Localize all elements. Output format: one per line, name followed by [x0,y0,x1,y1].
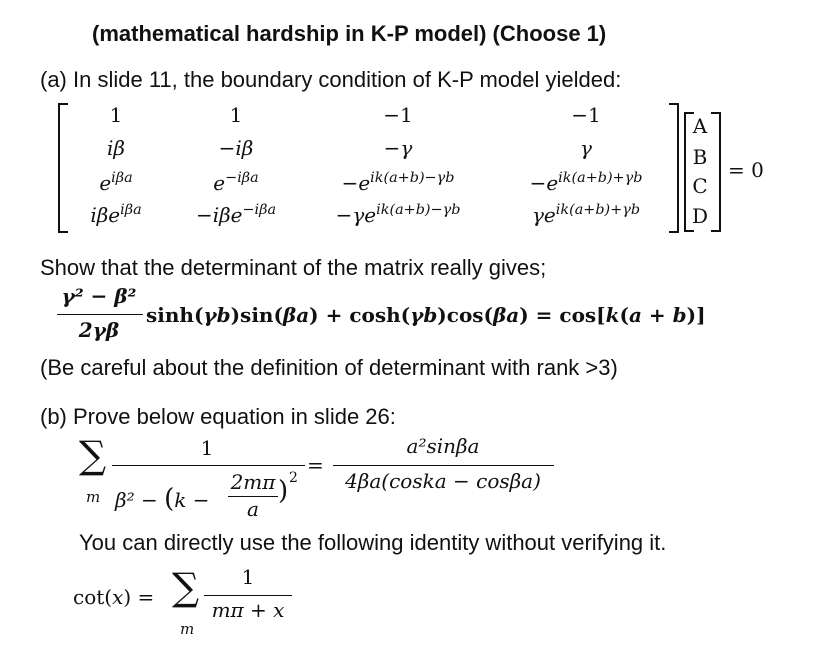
rhs-fraction-bar [333,465,554,466]
identity-lhs: cot(x) = [73,585,155,609]
matrix-cell: −iβ [218,136,254,160]
matrix-left-bracket [58,103,68,233]
result-fraction-numerator: γ² − β² [61,284,137,308]
identity-numerator: 1 [241,565,255,589]
identity-sum-index: m [180,620,195,638]
matrix-cell: −γ [383,136,413,160]
vector-entry: D [691,204,709,228]
vector-right-bracket [711,112,721,232]
matrix-cell: γ [580,136,592,160]
part-b-intro: (b) Prove below equation in slide 26: [40,404,396,429]
matrix-cell: $-e^{ik(a+b)-\gamma b}$ [341,170,455,195]
identity-sum-symbol: ∑ [172,565,200,609]
matrix-right-bracket [669,103,679,233]
lhs-exponent: 2 [289,470,298,486]
vector-entry: A [692,114,708,138]
lhs-fraction-bar [112,465,305,466]
matrix-cell: $e^{i\beta a}$ [99,170,133,195]
result-expression: sinh(γb)sin(βa) + cosh(γb)cos(βa) = cos[k(a + b)] [146,303,706,327]
identity-fraction-bar [204,595,292,596]
matrix-cell: −iβe$^{-i\beta a}$ [195,202,277,227]
result-fraction-bar [57,314,143,315]
matrix-cell: $-e^{ik(a+b)+\gamma b}$ [529,170,643,195]
equals-zero: = 0 [728,158,764,182]
vector-entry: B [692,145,708,169]
part-a-intro: (a) In slide 11, the boundary condition of K-P model yielded: [40,67,622,92]
page-title: (mathematical hardship in K-P model) (Choose 1) [92,21,607,46]
matrix-cell: −1 [383,103,413,127]
sum-index: m [86,488,101,506]
show-text: Show that the determinant of the matrix really gives; [40,255,547,280]
matrix-cell: $-\gamma e^{ik(a+b)-\gamma b}$ [335,202,461,227]
vector-entry: C [692,174,708,198]
identity-text: You can directly use the following identity without verifying it. [79,530,667,555]
lhs-inner-denominator: a [247,497,259,521]
matrix-cell: iβ [107,136,125,160]
matrix-cell: iβe$^{i\beta a}$ [90,202,142,227]
matrix-cell: 1 [109,103,123,127]
matrix-cell: $e^{-i\beta a}$ [213,170,259,195]
rhs-denominator: 4βa(coska − cosβa) [345,469,541,493]
lhs-inner-numerator: 2mπ [230,470,276,494]
matrix-cell: $\gamma e^{ik(a+b)+\gamma b}$ [531,202,641,227]
result-fraction-denominator: 2γβ [78,318,120,342]
determinant-note: (Be careful about the definition of determinant with rank >3) [40,355,618,380]
matrix-cell: −1 [571,103,601,127]
sum-symbol: ∑ [79,433,107,477]
matrix-cell: 1 [229,103,243,127]
equals-sign: = [307,453,324,477]
lhs-close-paren: ) [278,476,289,506]
identity-denominator: mπ + x [211,598,285,622]
lhs-denominator-pre: β² − (k − [115,484,210,514]
rhs-numerator: a²sinβa [406,434,480,458]
lhs-numerator: 1 [200,436,214,460]
